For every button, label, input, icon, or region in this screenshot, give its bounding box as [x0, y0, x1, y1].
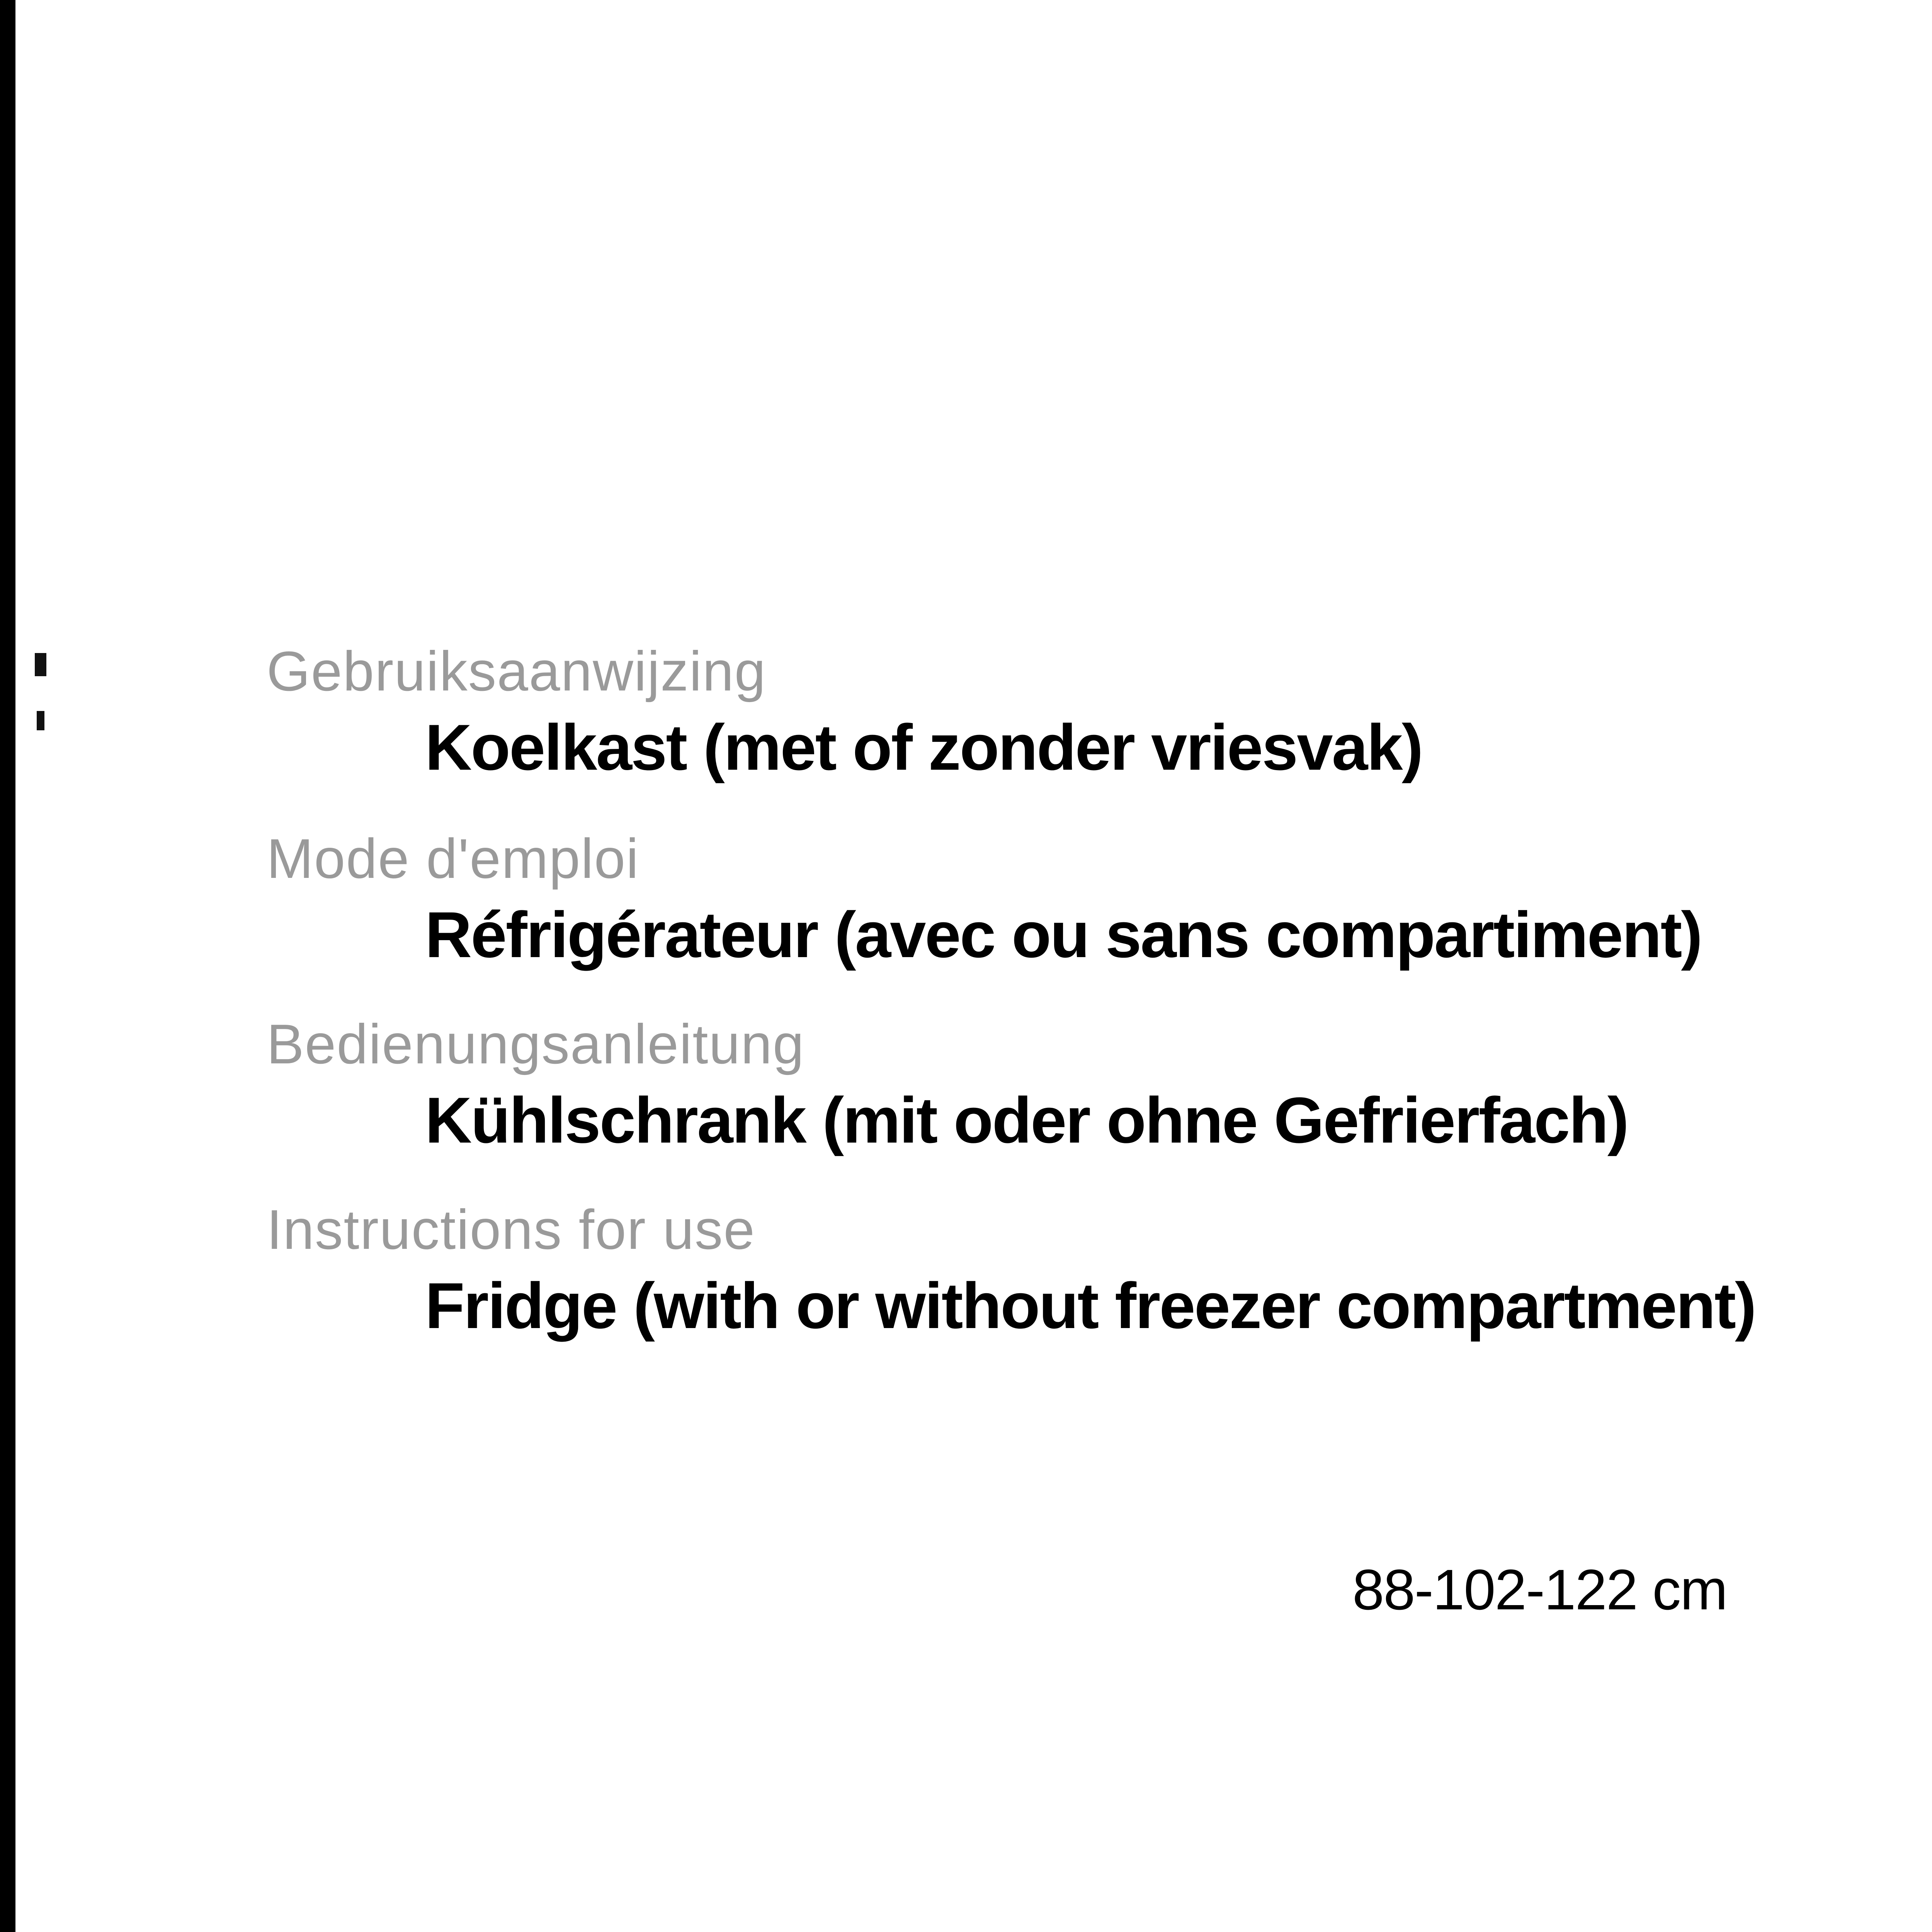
language-label: Mode d'emploi [267, 827, 639, 890]
section-english [267, 1198, 1755, 1342]
product-title: Fridge (with or without freezer compartment) [425, 1269, 1755, 1342]
language-label: Bedienungsanleitung [267, 1013, 805, 1075]
scan-speck [37, 711, 44, 730]
scan-edge [0, 0, 15, 1932]
language-label: Gebruiksaanwijzing [267, 640, 767, 702]
product-title: Koelkast (met of zonder vriesvak) [425, 711, 1422, 784]
section-german [267, 1013, 1628, 1156]
product-title: Réfrigérateur (avec ou sans compartiment) [425, 898, 1702, 971]
size-label: 88-102-122 cm [1352, 1558, 1727, 1622]
section-dutch [267, 640, 1422, 784]
scan-speck [35, 653, 46, 676]
product-title: Kühlschrank (mit oder ohne Gefrierfach) [425, 1084, 1628, 1156]
language-label: Instructions for use [267, 1198, 755, 1261]
section-french [267, 827, 1702, 971]
